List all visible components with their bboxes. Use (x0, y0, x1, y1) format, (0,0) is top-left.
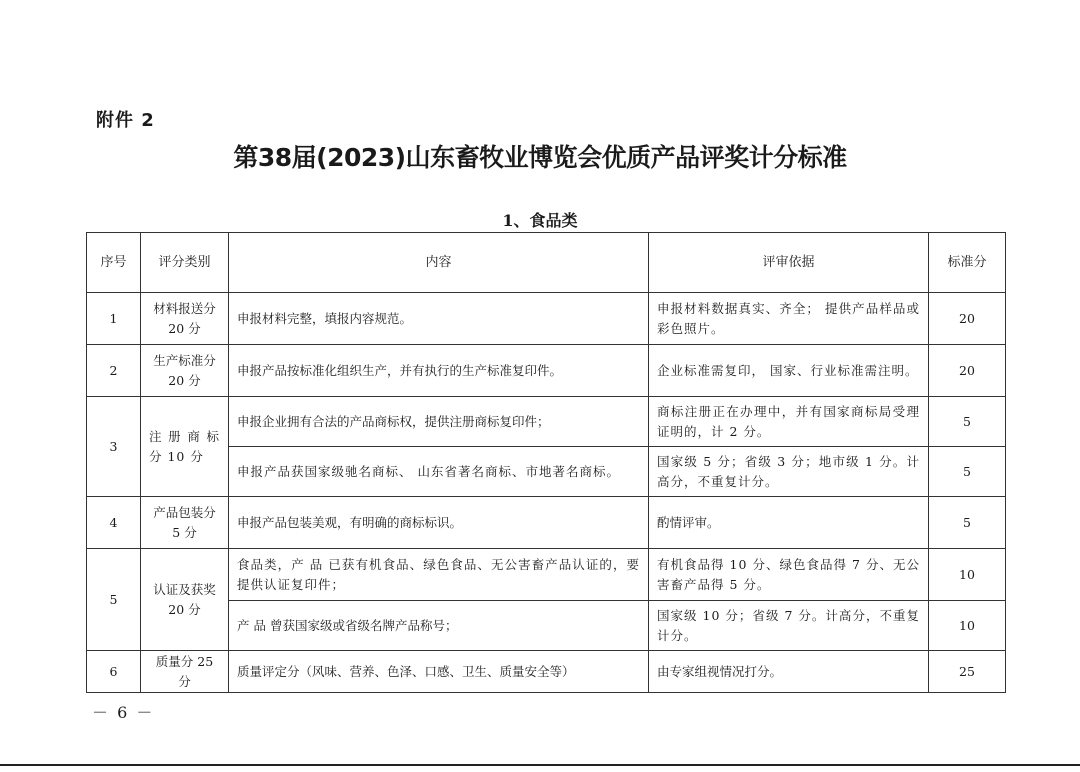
row-category: 质量分 25 分 (141, 651, 229, 693)
row-score: 5 (929, 447, 1006, 497)
row-basis: 国家级 10 分；省级 7 分。计高分，不重复计分。 (649, 601, 929, 651)
row-category: 生产标准分 20 分 (141, 345, 229, 397)
bottom-divider (0, 764, 1080, 766)
row-basis: 酌情评审。 (649, 497, 929, 549)
row-content: 申报材料完整，填报内容规范。 (229, 293, 649, 345)
row-content: 质量评定分（风味、营养、色泽、口感、卫生、质量安全等） (229, 651, 649, 693)
table-row (87, 549, 1006, 601)
row-content: 申报产品获国家级驰名商标、 山东省著名商标、市地著名商标。 (229, 447, 649, 497)
row-basis: 有机食品得 10 分、绿色食品得 7 分、无公害畜产品得 5 分。 (649, 549, 929, 601)
header-score: 标准分 (929, 233, 1006, 293)
table-header-row (87, 233, 1006, 293)
attachment-label: 附件 2 (96, 110, 155, 131)
row-content: 申报产品按标准化组织生产，并有执行的生产标准复印件。 (229, 345, 649, 397)
row-basis: 商标注册正在办理中，并有国家商标局受理证明的，计 2 分。 (649, 397, 929, 447)
table-row (87, 651, 1006, 693)
table-row (87, 293, 1006, 345)
row-score: 20 (929, 345, 1006, 397)
row-score: 10 (929, 549, 1006, 601)
row-no: 6 (87, 651, 141, 693)
row-no: 4 (87, 497, 141, 549)
row-content: 申报企业拥有合法的产品商标权，提供注册商标复印件； (229, 397, 649, 447)
row-score: 10 (929, 601, 1006, 651)
table-row (87, 497, 1006, 549)
page-number: － 6 － (92, 703, 155, 722)
row-category: 注 册 商 标 分 10 分 (141, 397, 229, 497)
row-category: 认证及获奖 20 分 (141, 549, 229, 651)
row-score: 20 (929, 293, 1006, 345)
header-no: 序号 (87, 233, 141, 293)
row-score: 25 (929, 651, 1006, 693)
row-content: 产 品 曾获国家级或省级名牌产品称号； (229, 601, 649, 651)
row-basis: 国家级 5 分；省级 3 分；地市级 1 分。计高分，不重复计分。 (649, 447, 929, 497)
scoring-table (86, 232, 1006, 693)
row-content: 食品类，产 品 已获有机食品、绿色食品、无公害畜产品认证的，要提供认证复印件； (229, 549, 649, 601)
row-content: 申报产品包装美观，有明确的商标标识。 (229, 497, 649, 549)
row-no: 1 (87, 293, 141, 345)
row-no: 3 (87, 397, 141, 497)
row-no: 2 (87, 345, 141, 397)
row-category: 产品包装分 5 分 (141, 497, 229, 549)
header-basis: 评审依据 (649, 233, 929, 293)
row-basis: 由专家组视情况打分。 (649, 651, 929, 693)
header-category: 评分类别 (141, 233, 229, 293)
row-no: 5 (87, 549, 141, 651)
row-score: 5 (929, 397, 1006, 447)
table-row (87, 397, 1006, 447)
row-category: 材料报送分 20 分 (141, 293, 229, 345)
row-basis: 企业标准需复印， 国家、行业标准需注明。 (649, 345, 929, 397)
row-basis: 申报材料数据真实、齐全； 提供产品样品或彩色照片。 (649, 293, 929, 345)
document-title: 第38届(2023)山东畜牧业博览会优质产品评奖计分标准 (233, 143, 847, 172)
section-heading: 1、食品类 (502, 211, 578, 230)
table-row (87, 345, 1006, 397)
header-content: 内容 (229, 233, 649, 293)
row-score: 5 (929, 497, 1006, 549)
